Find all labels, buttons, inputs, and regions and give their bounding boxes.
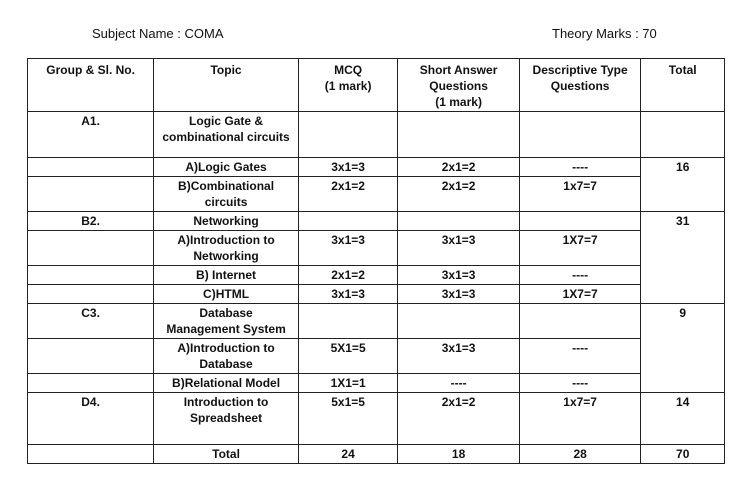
subject-name: Subject Name : COMA xyxy=(92,26,224,41)
cell-topic: Logic Gate & combinational circuits xyxy=(154,112,299,158)
cell-desc: 1X7=7 xyxy=(519,285,641,304)
cell-short: ---- xyxy=(398,374,520,393)
col-header-total: Total xyxy=(641,59,725,112)
cell-group xyxy=(28,231,154,266)
cell-desc: ---- xyxy=(519,266,641,285)
cell-mcq: 24 xyxy=(298,445,397,464)
cell-short xyxy=(398,112,520,158)
cell-short: 18 xyxy=(398,445,520,464)
cell-topic: B) Internet xyxy=(154,266,299,285)
cell-short: 2x1=2 xyxy=(398,158,520,177)
cell-short: 3x1=3 xyxy=(398,339,520,374)
cell-total xyxy=(641,112,725,158)
cell-mcq: 3x1=3 xyxy=(298,231,397,266)
col-header-mcq: MCQ (1 mark) xyxy=(298,59,397,112)
cell-group: C3. xyxy=(28,304,154,339)
cell-mcq: 5X1=5 xyxy=(298,339,397,374)
cell-short: 3x1=3 xyxy=(398,231,520,266)
cell-mcq xyxy=(298,212,397,231)
cell-mcq xyxy=(298,112,397,158)
cell-group xyxy=(28,374,154,393)
table-row xyxy=(28,266,725,285)
cell-topic: A)Logic Gates xyxy=(154,158,299,177)
cell-topic: Networking xyxy=(154,212,299,231)
cell-topic: Introduction to Spreadsheet xyxy=(154,393,299,445)
cell-short: 2x1=2 xyxy=(398,393,520,445)
table-row xyxy=(28,339,725,374)
cell-group xyxy=(28,445,154,464)
cell-group: D4. xyxy=(28,393,154,445)
cell-topic: Total xyxy=(154,445,299,464)
cell-desc: 1X7=7 xyxy=(519,231,641,266)
cell-desc: ---- xyxy=(519,374,641,393)
cell-short xyxy=(398,304,520,339)
col-header-group: Group & Sl. No. xyxy=(28,59,154,112)
cell-group: B2. xyxy=(28,212,154,231)
cell-group xyxy=(28,339,154,374)
table-header-row xyxy=(28,59,725,112)
cell-total: 14 xyxy=(641,393,725,445)
cell-desc: 28 xyxy=(519,445,641,464)
cell-short xyxy=(398,212,520,231)
cell-group xyxy=(28,177,154,212)
table-row xyxy=(28,285,725,304)
cell-short: 3x1=3 xyxy=(398,285,520,304)
cell-desc xyxy=(519,112,641,158)
table-row xyxy=(28,212,725,231)
cell-desc xyxy=(519,212,641,231)
table-row xyxy=(28,231,725,266)
table-row xyxy=(28,374,725,393)
cell-desc: 1x7=7 xyxy=(519,393,641,445)
cell-topic: A)Introduction to Database xyxy=(154,339,299,374)
theory-marks: Theory Marks : 70 xyxy=(552,26,657,41)
table-row xyxy=(28,304,725,339)
cell-mcq: 1X1=1 xyxy=(298,374,397,393)
cell-mcq: 2x1=2 xyxy=(298,177,397,212)
cell-mcq: 5x1=5 xyxy=(298,393,397,445)
cell-desc: ---- xyxy=(519,339,641,374)
cell-topic: C)HTML xyxy=(154,285,299,304)
marks-distribution-table xyxy=(27,58,725,464)
cell-group xyxy=(28,266,154,285)
col-header-short-answer: Short Answer Questions (1 mark) xyxy=(398,59,520,112)
cell-short: 3x1=3 xyxy=(398,266,520,285)
table-row xyxy=(28,158,725,177)
cell-total: 70 xyxy=(641,445,725,464)
cell-topic: Database Management System xyxy=(154,304,299,339)
cell-mcq: 3x1=3 xyxy=(298,158,397,177)
cell-mcq xyxy=(298,304,397,339)
col-header-topic: Topic xyxy=(154,59,299,112)
cell-short: 2x1=2 xyxy=(398,177,520,212)
cell-group: A1. xyxy=(28,112,154,158)
col-header-descriptive: Descriptive Type Questions xyxy=(519,59,641,112)
cell-total: 9 xyxy=(641,304,725,393)
cell-mcq: 3x1=3 xyxy=(298,285,397,304)
cell-topic: B)Combinational circuits xyxy=(154,177,299,212)
table-row xyxy=(28,177,725,212)
cell-group xyxy=(28,285,154,304)
cell-mcq: 2x1=2 xyxy=(298,266,397,285)
cell-desc: ---- xyxy=(519,158,641,177)
cell-topic: A)Introduction to Networking xyxy=(154,231,299,266)
cell-total: 16 xyxy=(641,158,725,212)
cell-group xyxy=(28,158,154,177)
cell-desc xyxy=(519,304,641,339)
table-row xyxy=(28,112,725,158)
table-total-row xyxy=(28,445,725,464)
cell-desc: 1x7=7 xyxy=(519,177,641,212)
cell-topic: B)Relational Model xyxy=(154,374,299,393)
cell-total: 31 xyxy=(641,212,725,304)
table-row xyxy=(28,393,725,445)
